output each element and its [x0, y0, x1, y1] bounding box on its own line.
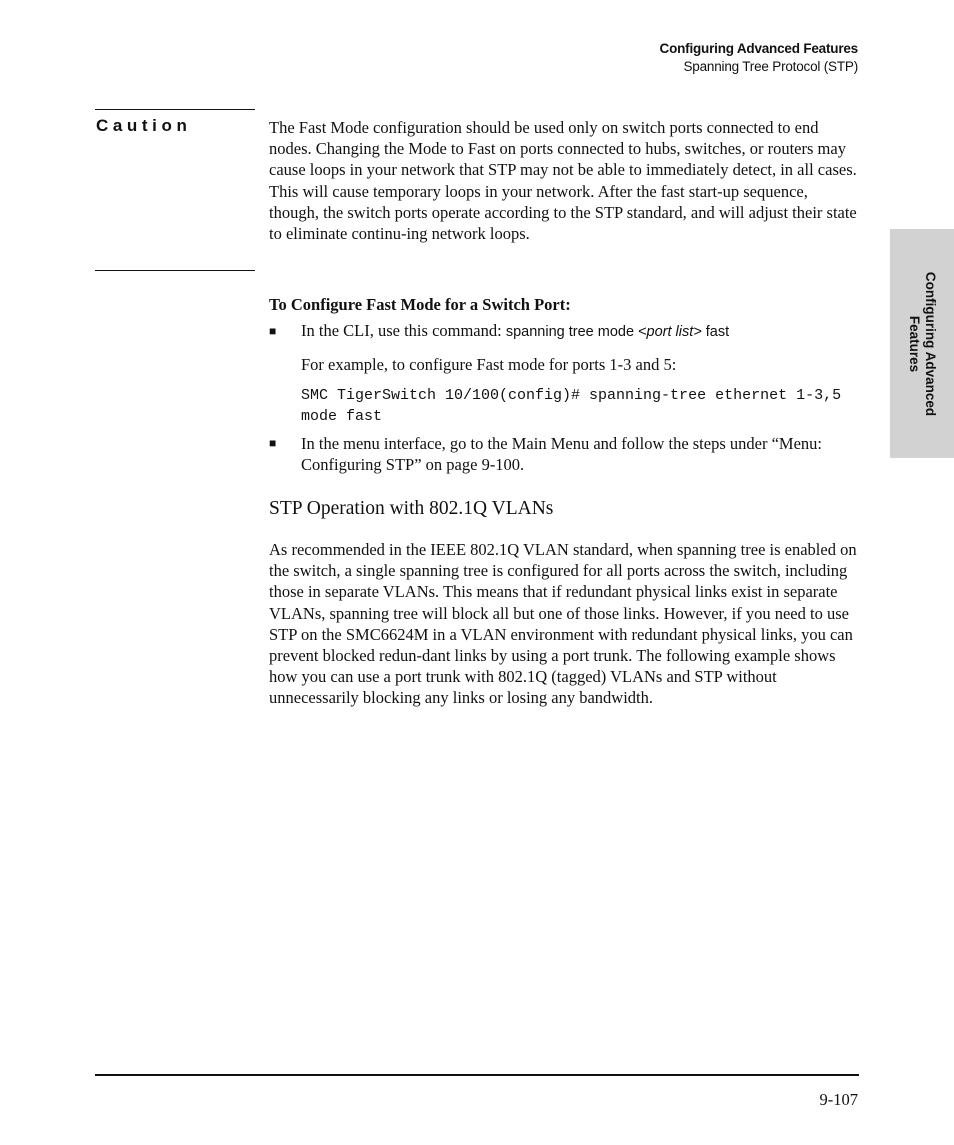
running-header-section: Spanning Tree Protocol (STP) [683, 59, 858, 74]
bullet-square-icon: ■ [269, 324, 277, 338]
caution-label: Caution [96, 116, 192, 135]
procedure-title: To Configure Fast Mode for a Switch Port: [269, 295, 571, 314]
section-heading: STP Operation with 802.1Q VLANs [269, 498, 554, 519]
cli-command-param: <port list> [638, 324, 702, 340]
menu-instruction: In the menu interface, go to the Main Menu and follow the steps under “Menu: Configuring STP” on page 9-100. [301, 434, 822, 475]
caution-top-rule [95, 109, 255, 110]
cli-instruction [301, 320, 861, 343]
bullet-square-icon: ■ [269, 436, 277, 450]
example-intro: For example, to configure Fast mode for ports 1-3 and 5: [301, 355, 677, 374]
chapter-side-tab [890, 229, 954, 458]
caution-text: The Fast Mode configuration should be used only on switch ports connected to end nodes. Changing the Mode to Fast on ports connected to hubs, switches, or routers may cause loops in your network that STP may not be able to immediately detect, in all cases. This will cause temporary loops in your network. After the fast start-up sequence, though, the switch ports operate according to the STP standard, and will adjust their state to eliminate continu-ing network loops. [269, 118, 857, 244]
side-tab-label [906, 272, 938, 416]
footer-rule [95, 1074, 859, 1076]
running-header-chapter: Configuring Advanced Features [659, 41, 858, 56]
cli-command [506, 324, 729, 340]
cli-intro: In the CLI, use this command: [301, 321, 506, 340]
caution-bottom-rule [95, 270, 255, 271]
cli-command-start: spanning tree mode [505, 324, 639, 340]
section-body: As recommended in the IEEE 802.1Q VLAN standard, when spanning tree is enabled on the switch, a single spanning tree is configured for all ports across the switch, including those in separate VLANs. This means that if redundant physical links exist in separate VLANs, spanning tree will block all but one of those links. However, if you need to use STP on the SMC6624M in a VLAN environment with redundant physical links, you can prevent blocked redun-dant links by using a port trunk. The following example shows how you can use a port trunk with 802.1Q (tagged) VLANs and STP without unnecessarily blocking any links or losing any bandwidth. [269, 540, 857, 708]
example-code: SMC TigerSwitch 10/100(config)# spanning-tree ethernet 1-3,5 mode fast [301, 387, 851, 426]
page-number: 9-107 [819, 1090, 858, 1109]
cli-command-end: fast [701, 324, 730, 340]
side-tab-line1: Configuring Advanced [923, 271, 938, 417]
side-tab-line2: Features [907, 315, 922, 373]
